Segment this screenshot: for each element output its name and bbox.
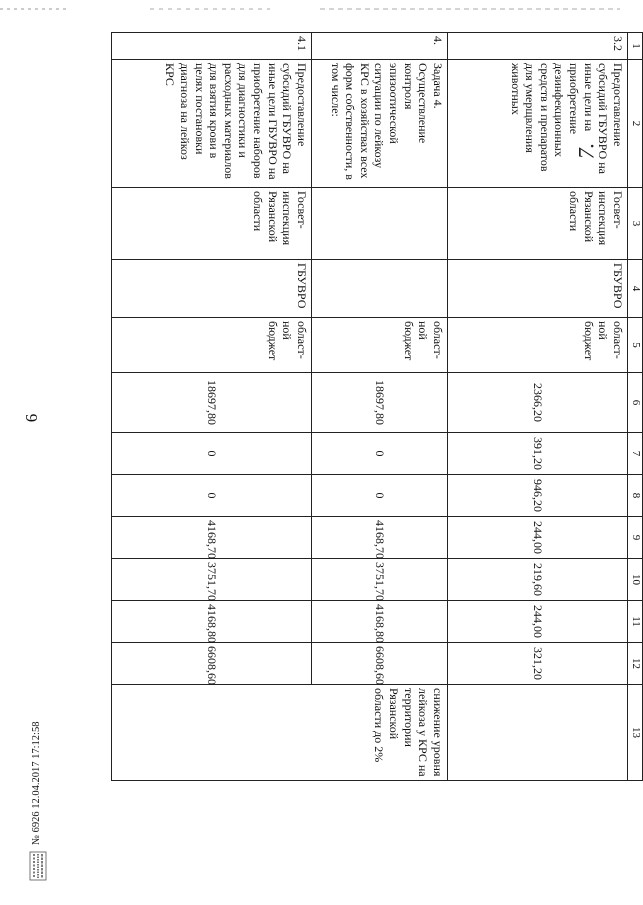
row-name: Задача 4. Осуществление контроля эпизоотической ситуации по лейкозу КРС в хозяйствах всех форм собственности, в том числе: xyxy=(312,60,448,188)
header-cell: 11 xyxy=(628,601,643,643)
row-executor: Госвет-инспекция Рязанской области xyxy=(112,188,312,260)
row-name: Предоставление субсидий ГБУВРО на иные цели ГБУВРО на приобретение наборов для диагностики и расходных материалов для взятия крови в целях постановки диагноза на лейкоз КРС xyxy=(112,60,312,188)
row-year-value: 6608,60 xyxy=(312,643,448,685)
row-total: 2366,20 xyxy=(448,373,628,433)
header-cell: 1 xyxy=(628,33,643,60)
program-table xyxy=(111,32,643,781)
handwritten-mark: 7. xyxy=(573,142,599,160)
header-cell: 12 xyxy=(628,643,643,685)
registry-stamp-icon xyxy=(29,851,65,881)
row-result xyxy=(448,685,628,781)
row-year-value: 946,20 xyxy=(448,475,628,517)
row-year-value: 219,60 xyxy=(448,559,628,601)
table-row xyxy=(448,33,628,781)
header-cell: 13 xyxy=(628,685,643,781)
header-cell: 9 xyxy=(628,517,643,559)
registration-footer: № 6926 12.04.2017 17:12:58 xyxy=(31,721,42,845)
table-row xyxy=(112,33,312,781)
row-source: област-ной бюджет xyxy=(448,318,628,373)
row-executor xyxy=(312,188,448,260)
row-year-value: 4168,70 xyxy=(312,517,448,559)
row-number: 4.1 xyxy=(112,33,312,60)
row-executor: Госвет-инспекция Рязанской области xyxy=(448,188,628,260)
row-number: 4. xyxy=(312,33,448,60)
row-year-value: 0 xyxy=(112,475,312,517)
row-year-value: 3751,70 xyxy=(312,559,448,601)
row-year-value: 0 xyxy=(112,433,312,475)
row-total: 18697,80 xyxy=(112,373,312,433)
row-name: Предоставление субсидий ГБУВРО на иные цели на приобретение дезинфекционных средств и препаратов для умерщвления животных xyxy=(448,60,628,188)
row-year-value: 244,00 xyxy=(448,517,628,559)
scan-top-edge xyxy=(0,4,640,14)
row-result: снижение уровня лейкоза у КРС на территории Рязанской области до 2% xyxy=(112,685,448,781)
table-row xyxy=(312,33,448,781)
row-year-value: 0 xyxy=(312,433,448,475)
header-cell: 2 xyxy=(628,60,643,188)
row-source: област-ной бюджет xyxy=(112,318,312,373)
header-cell: 3 xyxy=(628,188,643,260)
row-recipient xyxy=(312,260,448,318)
row-total: 18697,80 xyxy=(312,373,448,433)
header-cell: 5 xyxy=(628,318,643,373)
row-recipient: ГБУВРО xyxy=(448,260,628,318)
row-year-value: 4168,80 xyxy=(312,601,448,643)
page-number: 6 xyxy=(22,413,41,423)
row-source: област-ной бюджет xyxy=(312,318,448,373)
row-year-value: 391,20 xyxy=(448,433,628,475)
header-cell: 7 xyxy=(628,433,643,475)
row-number: 3.2 xyxy=(448,33,628,60)
row-year-value: 6608,60 xyxy=(112,643,312,685)
header-cell: 10 xyxy=(628,559,643,601)
header-row xyxy=(628,33,643,781)
row-year-value: 321,20 xyxy=(448,643,628,685)
row-year-value: 244,00 xyxy=(448,601,628,643)
document-sheet xyxy=(56,32,643,780)
row-year-value: 4168,80 xyxy=(112,601,312,643)
header-cell: 8 xyxy=(628,475,643,517)
header-cell: 6 xyxy=(628,373,643,433)
row-recipient: ГБУВРО xyxy=(112,260,312,318)
row-year-value: 3751,70 xyxy=(112,559,312,601)
row-year-value: 4168,70 xyxy=(112,517,312,559)
row-year-value: 0 xyxy=(312,475,448,517)
header-cell: 4 xyxy=(628,260,643,318)
